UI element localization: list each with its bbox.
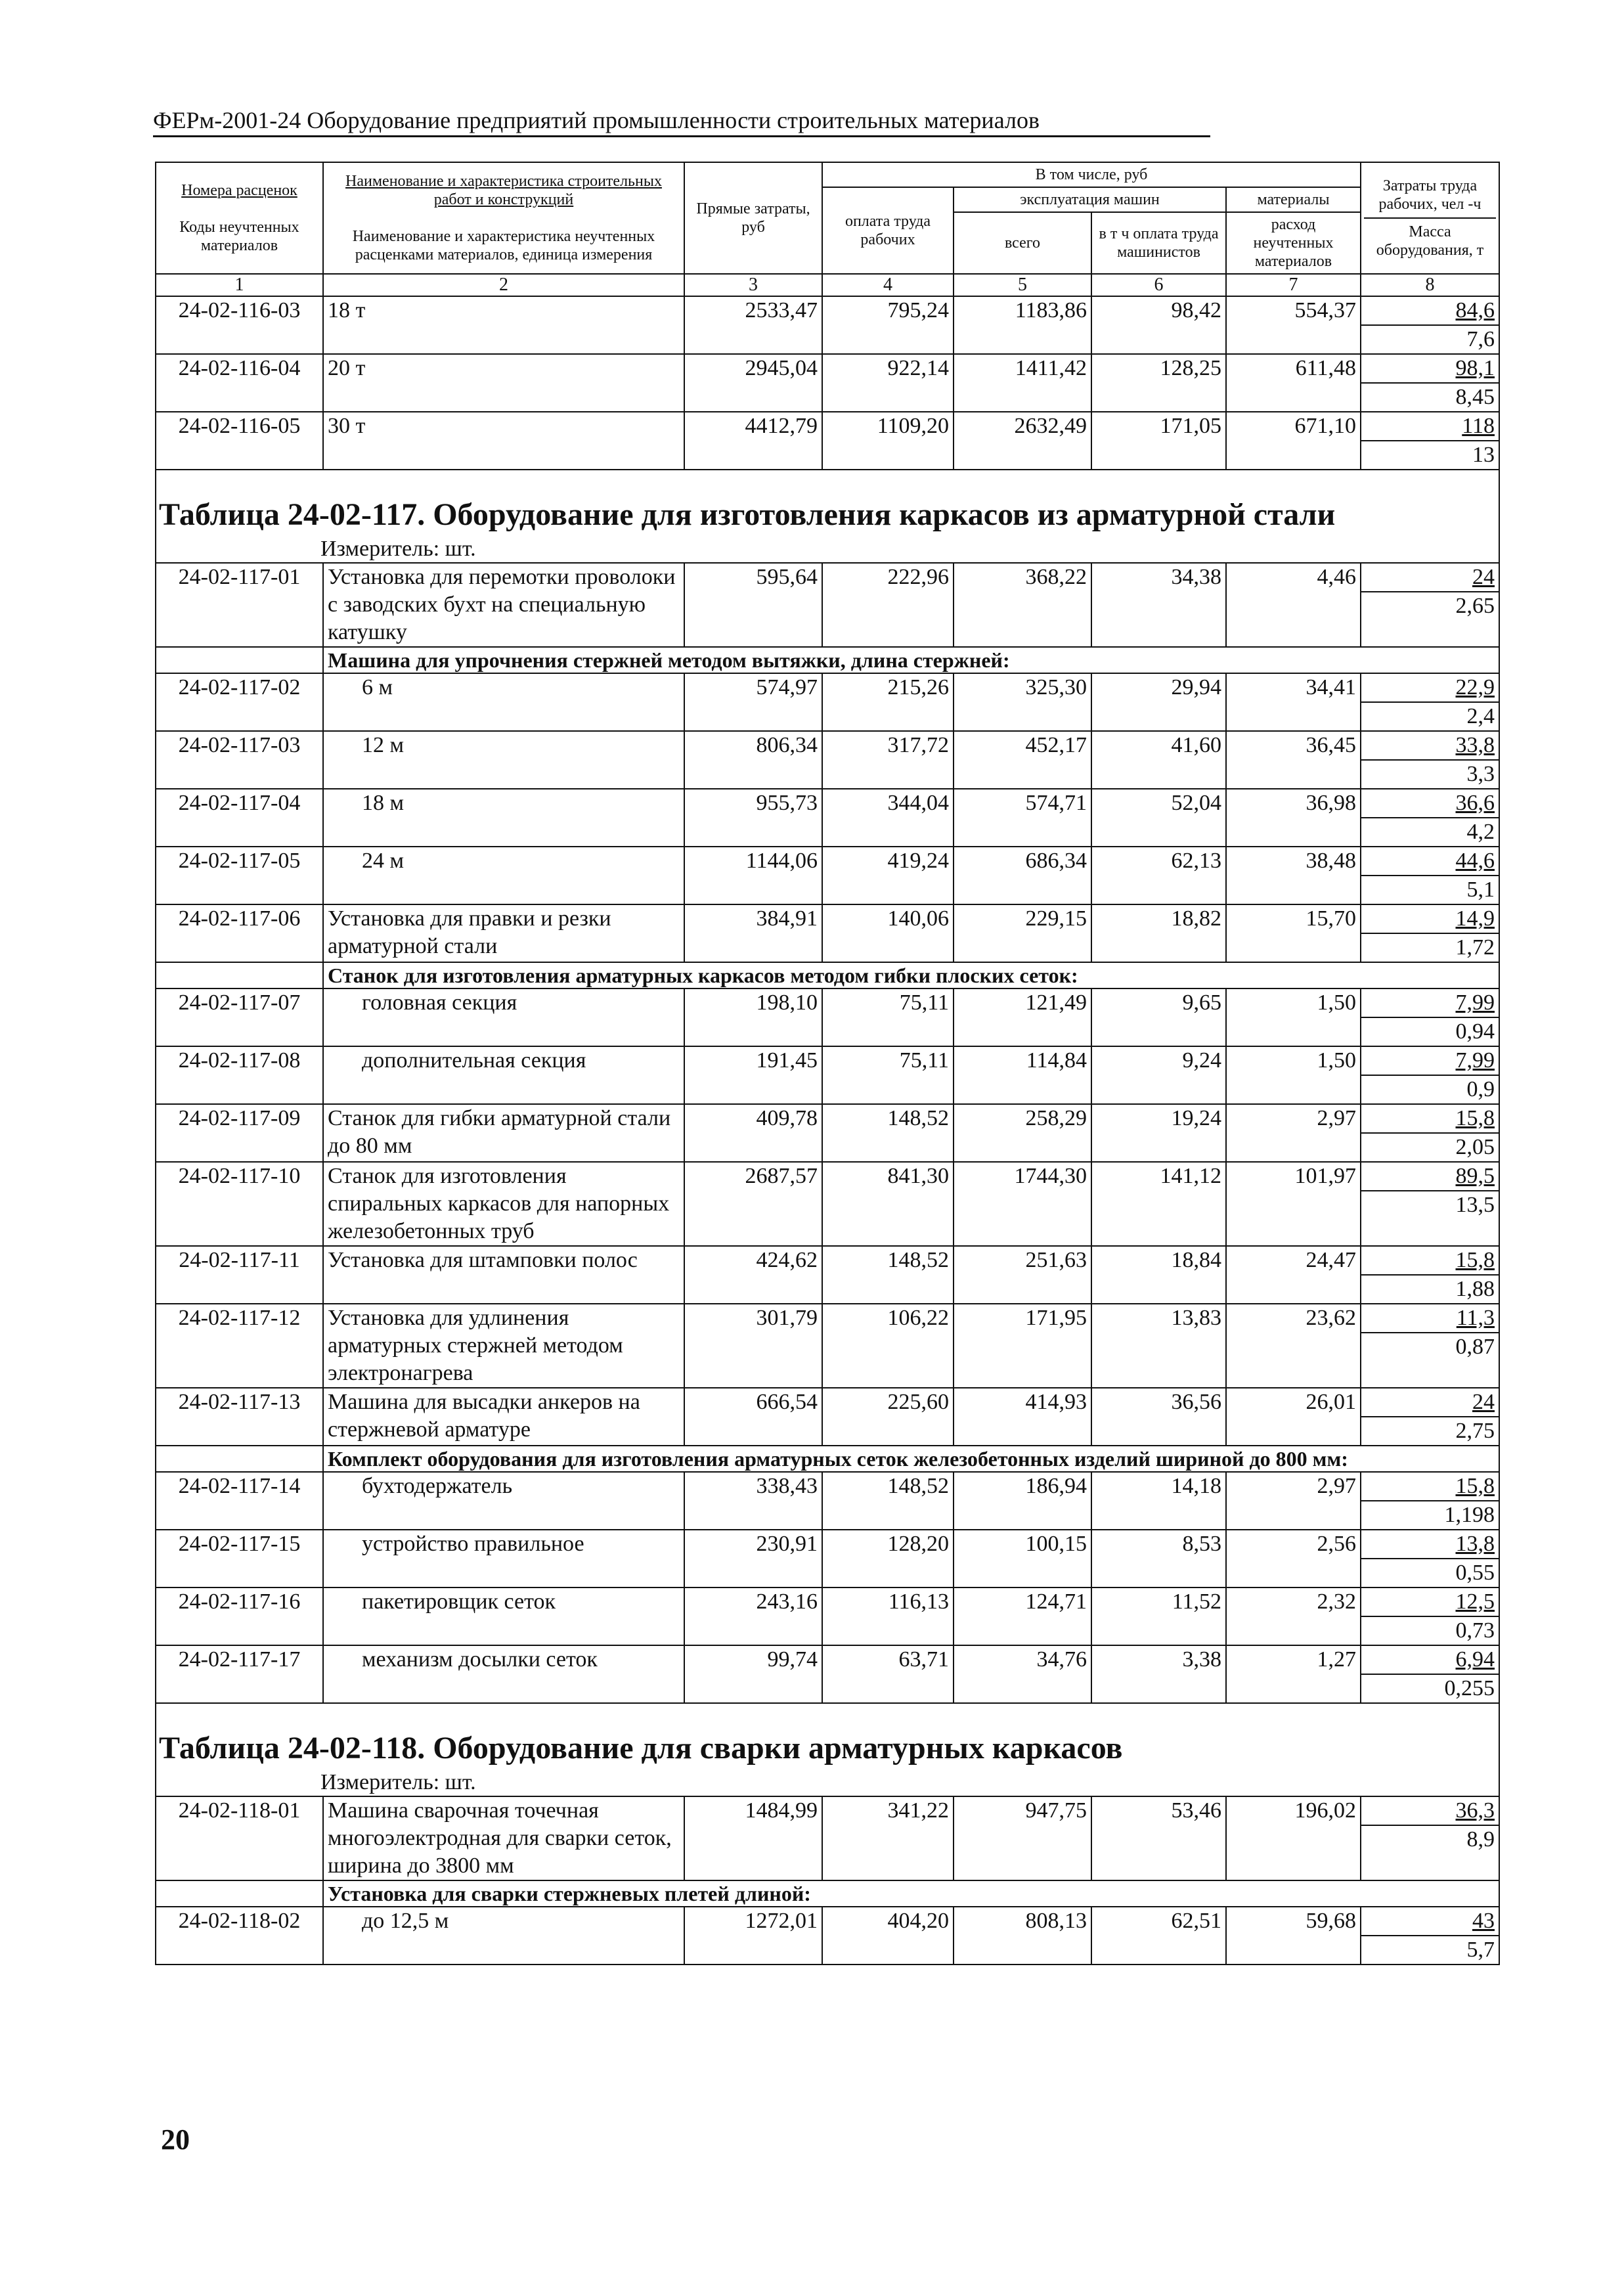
row-name: головная секция bbox=[323, 988, 684, 1046]
header-names: Наименование и характеристика строительных работ и конструкций Наименование и характеристика неучтенных расценками материалов, единица измерения bbox=[323, 162, 684, 274]
row-labor-mass bbox=[1361, 988, 1499, 1046]
row-labor-mass bbox=[1361, 412, 1499, 470]
mass-value: 2,65 bbox=[1361, 591, 1499, 620]
labor-value: 24 bbox=[1472, 1390, 1495, 1414]
row-value-c5: 121,49 bbox=[954, 988, 1091, 1046]
row-value-c7: 101,97 bbox=[1226, 1162, 1361, 1246]
labor-value: 33,8 bbox=[1455, 733, 1495, 757]
row-value-c3: 1144,06 bbox=[684, 847, 822, 904]
table-row bbox=[156, 1246, 1499, 1304]
row-name: Установка для правки и резки арматурной стали bbox=[323, 904, 684, 962]
row-name: 24 м bbox=[323, 847, 684, 904]
group-label: Машина для упрочнения стержней методом вытяжки, длина стержней: bbox=[323, 647, 1499, 673]
row-value-c4: 225,60 bbox=[822, 1388, 954, 1446]
row-value-c5: 186,94 bbox=[954, 1472, 1091, 1530]
row-value-c6: 19,24 bbox=[1091, 1104, 1226, 1162]
row-value-c7: 15,70 bbox=[1226, 904, 1361, 962]
header-labor: Затраты труда рабочих, чел -ч Масса оборудования, т bbox=[1361, 162, 1499, 274]
labor-value: 89,5 bbox=[1455, 1164, 1495, 1188]
labor-value: 13,8 bbox=[1455, 1532, 1495, 1556]
row-labor-mass bbox=[1361, 1046, 1499, 1104]
row-value-c5: 808,13 bbox=[954, 1907, 1091, 1965]
table-row bbox=[156, 1046, 1499, 1104]
row-name: 18 т bbox=[323, 296, 684, 354]
row-value-c6: 141,12 bbox=[1091, 1162, 1226, 1246]
group-label: Комплект оборудования для изготовления арматурных сеток железобетонных изделий шириной до 800 мм: bbox=[323, 1446, 1499, 1472]
row-value-c7: 196,02 bbox=[1226, 1796, 1361, 1880]
row-value-c6: 14,18 bbox=[1091, 1472, 1226, 1530]
row-value-c4: 75,11 bbox=[822, 988, 954, 1046]
row-value-c5: 414,93 bbox=[954, 1388, 1091, 1446]
row-value-c3: 99,74 bbox=[684, 1645, 822, 1703]
row-value-c3: 806,34 bbox=[684, 731, 822, 789]
row-value-c4: 922,14 bbox=[822, 354, 954, 412]
labor-value: 98,1 bbox=[1455, 356, 1495, 380]
table-body bbox=[156, 296, 1499, 1965]
row-value-c5: 124,71 bbox=[954, 1588, 1091, 1645]
row-value-c3: 955,73 bbox=[684, 789, 822, 847]
row-code: 24-02-117-05 bbox=[156, 847, 323, 904]
row-value-c6: 36,56 bbox=[1091, 1388, 1226, 1446]
row-labor-mass bbox=[1361, 904, 1499, 962]
row-value-c6: 128,25 bbox=[1091, 354, 1226, 412]
row-name: Установка для удлинения арматурных стержней методом электронагрева bbox=[323, 1304, 684, 1388]
header-including: В том числе, руб bbox=[822, 162, 1361, 187]
row-value-c7: 671,10 bbox=[1226, 412, 1361, 470]
header-direct-costs: Прямые затраты, руб bbox=[684, 162, 822, 274]
table-row bbox=[156, 563, 1499, 647]
row-value-c7: 1,50 bbox=[1226, 988, 1361, 1046]
row-value-c3: 2533,47 bbox=[684, 296, 822, 354]
table-row bbox=[156, 789, 1499, 847]
row-name: 12 м bbox=[323, 731, 684, 789]
row-labor-mass bbox=[1361, 1246, 1499, 1304]
table-row bbox=[156, 1588, 1499, 1645]
group-code-cell bbox=[156, 962, 323, 988]
meter-117-cell: Измеритель: шт. bbox=[156, 536, 1499, 563]
group-117-3 bbox=[156, 1446, 1499, 1472]
row-labor-mass bbox=[1361, 1530, 1499, 1588]
row-value-c5: 1744,30 bbox=[954, 1162, 1091, 1246]
header-codes: Номера расценок Коды неучтенных материалов bbox=[156, 162, 323, 274]
row-value-c6: 34,38 bbox=[1091, 563, 1226, 647]
row-labor-mass bbox=[1361, 1388, 1499, 1446]
row-value-c7: 24,47 bbox=[1226, 1246, 1361, 1304]
row-name: 18 м bbox=[323, 789, 684, 847]
table-row bbox=[156, 988, 1499, 1046]
row-name: Установка для перемотки проволоки с заводских бухт на специальную катушку bbox=[323, 563, 684, 647]
row-value-c5: 251,63 bbox=[954, 1246, 1091, 1304]
row-value-c3: 4412,79 bbox=[684, 412, 822, 470]
labor-value: 36,6 bbox=[1455, 791, 1495, 815]
table-row bbox=[156, 1304, 1499, 1388]
row-value-c3: 2945,04 bbox=[684, 354, 822, 412]
row-value-c4: 116,13 bbox=[822, 1588, 954, 1645]
row-value-c7: 38,48 bbox=[1226, 847, 1361, 904]
row-name: бухтодержатель bbox=[323, 1472, 684, 1530]
row-name: Станок для изготовления спиральных каркасов для напорных железобетонных труб bbox=[323, 1162, 684, 1246]
row-labor-mass bbox=[1361, 296, 1499, 354]
mass-value: 0,9 bbox=[1361, 1075, 1499, 1103]
row-code: 24-02-117-13 bbox=[156, 1388, 323, 1446]
row-name: механизм досылки сеток bbox=[323, 1645, 684, 1703]
row-name: дополнительная секция bbox=[323, 1046, 684, 1104]
row-value-c7: 36,45 bbox=[1226, 731, 1361, 789]
table-row bbox=[156, 1530, 1499, 1588]
mass-value: 13 bbox=[1361, 440, 1499, 469]
group-118-1 bbox=[156, 1880, 1499, 1907]
row-value-c5: 452,17 bbox=[954, 731, 1091, 789]
group-117-2 bbox=[156, 962, 1499, 988]
row-code: 24-02-117-08 bbox=[156, 1046, 323, 1104]
table-title-117-cell: Таблица 24-02-117. Оборудование для изготовления каркасов из арматурной стали bbox=[156, 470, 1499, 536]
row-value-c6: 98,42 bbox=[1091, 296, 1226, 354]
row-value-c7: 34,41 bbox=[1226, 673, 1361, 731]
row-name: пакетировщик сеток bbox=[323, 1588, 684, 1645]
row-code: 24-02-118-02 bbox=[156, 1907, 323, 1965]
row-code: 24-02-117-02 bbox=[156, 673, 323, 731]
row-code: 24-02-117-11 bbox=[156, 1246, 323, 1304]
row-value-c6: 18,82 bbox=[1091, 904, 1226, 962]
table-row bbox=[156, 847, 1499, 904]
row-value-c7: 4,46 bbox=[1226, 563, 1361, 647]
mass-value: 5,1 bbox=[1361, 875, 1499, 904]
row-value-c6: 3,38 bbox=[1091, 1645, 1226, 1703]
row-value-c5: 368,22 bbox=[954, 563, 1091, 647]
row-value-c7: 2,97 bbox=[1226, 1104, 1361, 1162]
labor-value: 15,8 bbox=[1455, 1248, 1495, 1272]
row-value-c7: 2,56 bbox=[1226, 1530, 1361, 1588]
labor-value: 84,6 bbox=[1455, 298, 1495, 322]
row-code: 24-02-117-01 bbox=[156, 563, 323, 647]
row-value-c3: 1484,99 bbox=[684, 1796, 822, 1880]
row-value-c5: 171,95 bbox=[954, 1304, 1091, 1388]
page-number: 20 bbox=[161, 2123, 190, 2156]
group-code-cell bbox=[156, 1446, 323, 1472]
group-117-1 bbox=[156, 647, 1499, 673]
rates-table bbox=[155, 162, 1500, 1965]
mass-value: 8,45 bbox=[1361, 382, 1499, 411]
row-labor-mass bbox=[1361, 673, 1499, 731]
column-number: 5 bbox=[954, 274, 1091, 296]
row-value-c5: 114,84 bbox=[954, 1046, 1091, 1104]
mass-value: 2,4 bbox=[1361, 701, 1499, 730]
row-value-c3: 424,62 bbox=[684, 1246, 822, 1304]
group-code-cell bbox=[156, 647, 323, 673]
row-value-c7: 1,27 bbox=[1226, 1645, 1361, 1703]
table-title-117 bbox=[156, 470, 1499, 536]
row-name: Станок для гибки арматурной стали до 80 мм bbox=[323, 1104, 684, 1162]
row-value-c3: 384,91 bbox=[684, 904, 822, 962]
table-row bbox=[156, 412, 1499, 470]
labor-value: 44,6 bbox=[1455, 849, 1495, 873]
running-head: ФЕРм-2001-24 Оборудование предприятий промышленности строительных материалов bbox=[153, 106, 1210, 137]
row-value-c4: 128,20 bbox=[822, 1530, 954, 1588]
row-labor-mass bbox=[1361, 789, 1499, 847]
table-row bbox=[156, 1388, 1499, 1446]
row-value-c3: 191,45 bbox=[684, 1046, 822, 1104]
meter-118 bbox=[156, 1769, 1499, 1796]
labor-value: 15,8 bbox=[1455, 1474, 1495, 1498]
row-name: 6 м bbox=[323, 673, 684, 731]
table-row bbox=[156, 1472, 1499, 1530]
table-header bbox=[156, 162, 1499, 296]
row-value-c3: 243,16 bbox=[684, 1588, 822, 1645]
row-labor-mass bbox=[1361, 1104, 1499, 1162]
row-labor-mass bbox=[1361, 354, 1499, 412]
row-value-c4: 419,24 bbox=[822, 847, 954, 904]
row-value-c3: 1272,01 bbox=[684, 1907, 822, 1965]
row-value-c4: 344,04 bbox=[822, 789, 954, 847]
labor-value: 118 bbox=[1462, 414, 1495, 438]
row-value-c4: 317,72 bbox=[822, 731, 954, 789]
row-value-c6: 52,04 bbox=[1091, 789, 1226, 847]
row-code: 24-02-117-06 bbox=[156, 904, 323, 962]
row-value-c3: 595,64 bbox=[684, 563, 822, 647]
row-value-c5: 325,30 bbox=[954, 673, 1091, 731]
row-value-c7: 23,62 bbox=[1226, 1304, 1361, 1388]
column-number: 4 bbox=[822, 274, 954, 296]
labor-value: 11,3 bbox=[1456, 1306, 1495, 1330]
row-value-c3: 574,97 bbox=[684, 673, 822, 731]
meter-117 bbox=[156, 536, 1499, 563]
row-value-c7: 36,98 bbox=[1226, 789, 1361, 847]
row-value-c6: 62,13 bbox=[1091, 847, 1226, 904]
row-value-c4: 841,30 bbox=[822, 1162, 954, 1246]
row-name: Установка для штамповки полос bbox=[323, 1246, 684, 1304]
column-number: 8 bbox=[1361, 274, 1499, 296]
row-value-c3: 2687,57 bbox=[684, 1162, 822, 1246]
labor-value: 43 bbox=[1472, 1909, 1495, 1933]
group-code-cell bbox=[156, 1880, 323, 1907]
row-value-c5: 100,15 bbox=[954, 1530, 1091, 1588]
row-value-c4: 148,52 bbox=[822, 1246, 954, 1304]
labor-value: 24 bbox=[1472, 565, 1495, 589]
row-code: 24-02-117-15 bbox=[156, 1530, 323, 1588]
row-value-c5: 947,75 bbox=[954, 1796, 1091, 1880]
row-value-c4: 148,52 bbox=[822, 1104, 954, 1162]
mass-value: 0,255 bbox=[1361, 1674, 1499, 1702]
labor-value: 14,9 bbox=[1455, 906, 1495, 931]
row-value-c6: 62,51 bbox=[1091, 1907, 1226, 1965]
mass-value: 5,7 bbox=[1361, 1935, 1499, 1964]
row-value-c4: 1109,20 bbox=[822, 412, 954, 470]
row-code: 24-02-116-03 bbox=[156, 296, 323, 354]
row-labor-mass bbox=[1361, 1907, 1499, 1965]
row-code: 24-02-117-04 bbox=[156, 789, 323, 847]
mass-value: 0,94 bbox=[1361, 1017, 1499, 1046]
row-code: 24-02-117-16 bbox=[156, 1588, 323, 1645]
row-value-c5: 1183,86 bbox=[954, 296, 1091, 354]
row-value-c4: 215,26 bbox=[822, 673, 954, 731]
row-labor-mass bbox=[1361, 847, 1499, 904]
row-value-c3: 301,79 bbox=[684, 1304, 822, 1388]
row-code: 24-02-117-03 bbox=[156, 731, 323, 789]
row-code: 24-02-117-14 bbox=[156, 1472, 323, 1530]
column-number: 1 bbox=[156, 274, 323, 296]
row-code: 24-02-116-04 bbox=[156, 354, 323, 412]
row-value-c6: 8,53 bbox=[1091, 1530, 1226, 1588]
table-row bbox=[156, 1162, 1499, 1246]
labor-value: 6,94 bbox=[1455, 1647, 1495, 1672]
table-row bbox=[156, 1104, 1499, 1162]
row-labor-mass bbox=[1361, 1588, 1499, 1645]
row-value-c3: 198,10 bbox=[684, 988, 822, 1046]
header-machines: эксплуатация машин bbox=[954, 187, 1226, 212]
row-code: 24-02-116-05 bbox=[156, 412, 323, 470]
row-code: 24-02-117-07 bbox=[156, 988, 323, 1046]
row-value-c7: 1,50 bbox=[1226, 1046, 1361, 1104]
row-name: устройство правильное bbox=[323, 1530, 684, 1588]
row-labor-mass bbox=[1361, 563, 1499, 647]
row-value-c6: 53,46 bbox=[1091, 1796, 1226, 1880]
row-labor-mass bbox=[1361, 1162, 1499, 1246]
column-numbers-row bbox=[156, 274, 1499, 296]
row-labor-mass bbox=[1361, 1472, 1499, 1530]
row-value-c6: 41,60 bbox=[1091, 731, 1226, 789]
header-machinist-wages: в т ч оплата труда машинистов bbox=[1091, 212, 1226, 274]
row-value-c3: 409,78 bbox=[684, 1104, 822, 1162]
table-row bbox=[156, 1796, 1499, 1880]
row-value-c7: 2,32 bbox=[1226, 1588, 1361, 1645]
table-row bbox=[156, 1907, 1499, 1965]
row-value-c5: 574,71 bbox=[954, 789, 1091, 847]
row-value-c6: 13,83 bbox=[1091, 1304, 1226, 1388]
labor-value: 15,8 bbox=[1455, 1106, 1495, 1130]
row-code: 24-02-117-17 bbox=[156, 1645, 323, 1703]
row-value-c5: 1411,42 bbox=[954, 354, 1091, 412]
mass-value: 0,87 bbox=[1361, 1332, 1499, 1361]
mass-value: 1,88 bbox=[1361, 1274, 1499, 1303]
mass-value: 2,05 bbox=[1361, 1132, 1499, 1161]
row-name: до 12,5 м bbox=[323, 1907, 684, 1965]
table-row bbox=[156, 296, 1499, 354]
row-code: 24-02-117-10 bbox=[156, 1162, 323, 1246]
row-value-c4: 106,22 bbox=[822, 1304, 954, 1388]
row-value-c6: 11,52 bbox=[1091, 1588, 1226, 1645]
row-value-c4: 341,22 bbox=[822, 1796, 954, 1880]
row-value-c5: 258,29 bbox=[954, 1104, 1091, 1162]
row-name: 20 т bbox=[323, 354, 684, 412]
mass-value: 3,3 bbox=[1361, 759, 1499, 788]
row-value-c7: 2,97 bbox=[1226, 1472, 1361, 1530]
table-title-118-cell: Таблица 24-02-118. Оборудование для сварки арматурных каркасов bbox=[156, 1703, 1499, 1769]
column-number: 6 bbox=[1091, 274, 1226, 296]
row-labor-mass bbox=[1361, 1304, 1499, 1388]
row-value-c5: 34,76 bbox=[954, 1645, 1091, 1703]
row-value-c6: 18,84 bbox=[1091, 1246, 1226, 1304]
labor-value: 22,9 bbox=[1455, 675, 1495, 699]
mass-value: 13,5 bbox=[1361, 1190, 1499, 1219]
labor-value: 12,5 bbox=[1455, 1589, 1495, 1614]
column-number: 7 bbox=[1226, 274, 1361, 296]
row-name: Машина для высадки анкеров на стержневой арматуре bbox=[323, 1388, 684, 1446]
labor-value: 36,3 bbox=[1455, 1798, 1495, 1823]
column-number: 2 bbox=[323, 274, 684, 296]
row-value-c5: 686,34 bbox=[954, 847, 1091, 904]
row-code: 24-02-118-01 bbox=[156, 1796, 323, 1880]
table-row bbox=[156, 673, 1499, 731]
mass-value: 1,198 bbox=[1361, 1500, 1499, 1529]
table-row bbox=[156, 1645, 1499, 1703]
row-name: Машина сварочная точечная многоэлектродная для сварки сеток, ширина до 3800 мм bbox=[323, 1796, 684, 1880]
group-label: Установка для сварки стержневых плетей длиной: bbox=[323, 1880, 1499, 1907]
header-materials: материалы bbox=[1226, 187, 1361, 212]
row-value-c4: 75,11 bbox=[822, 1046, 954, 1104]
row-value-c6: 171,05 bbox=[1091, 412, 1226, 470]
row-value-c4: 222,96 bbox=[822, 563, 954, 647]
row-value-c5: 2632,49 bbox=[954, 412, 1091, 470]
row-value-c3: 338,43 bbox=[684, 1472, 822, 1530]
header-machines-total: всего bbox=[954, 212, 1091, 274]
row-value-c7: 611,48 bbox=[1226, 354, 1361, 412]
header-wages: оплата труда рабочих bbox=[822, 187, 954, 274]
group-label: Станок для изготовления арматурных каркасов методом гибки плоских сеток: bbox=[323, 962, 1499, 988]
row-value-c4: 63,71 bbox=[822, 1645, 954, 1703]
row-labor-mass bbox=[1361, 1645, 1499, 1703]
mass-value: 8,9 bbox=[1361, 1825, 1499, 1854]
row-value-c5: 229,15 bbox=[954, 904, 1091, 962]
mass-value: 1,72 bbox=[1361, 933, 1499, 962]
row-value-c4: 148,52 bbox=[822, 1472, 954, 1530]
row-value-c6: 9,24 bbox=[1091, 1046, 1226, 1104]
row-labor-mass bbox=[1361, 1796, 1499, 1880]
table-title-118 bbox=[156, 1703, 1499, 1769]
row-value-c3: 230,91 bbox=[684, 1530, 822, 1588]
row-value-c3: 666,54 bbox=[684, 1388, 822, 1446]
row-value-c6: 29,94 bbox=[1091, 673, 1226, 731]
row-value-c6: 9,65 bbox=[1091, 988, 1226, 1046]
row-labor-mass bbox=[1361, 731, 1499, 789]
row-value-c4: 795,24 bbox=[822, 296, 954, 354]
labor-value: 7,99 bbox=[1455, 990, 1495, 1015]
table-row bbox=[156, 904, 1499, 962]
mass-value: 2,75 bbox=[1361, 1416, 1499, 1445]
mass-value: 0,73 bbox=[1361, 1616, 1499, 1645]
mass-value: 0,55 bbox=[1361, 1558, 1499, 1587]
table-row bbox=[156, 354, 1499, 412]
row-value-c7: 26,01 bbox=[1226, 1388, 1361, 1446]
row-value-c4: 140,06 bbox=[822, 904, 954, 962]
row-name: 30 т bbox=[323, 412, 684, 470]
mass-value: 7,6 bbox=[1361, 324, 1499, 353]
row-code: 24-02-117-09 bbox=[156, 1104, 323, 1162]
meter-118-cell: Измеритель: шт. bbox=[156, 1769, 1499, 1796]
table-row bbox=[156, 731, 1499, 789]
header-materials-use: расход неучтенных материалов bbox=[1226, 212, 1361, 274]
column-number: 3 bbox=[684, 274, 822, 296]
row-value-c4: 404,20 bbox=[822, 1907, 954, 1965]
labor-value: 7,99 bbox=[1455, 1048, 1495, 1073]
row-value-c7: 59,68 bbox=[1226, 1907, 1361, 1965]
mass-value: 4,2 bbox=[1361, 817, 1499, 846]
row-value-c7: 554,37 bbox=[1226, 296, 1361, 354]
row-code: 24-02-117-12 bbox=[156, 1304, 323, 1388]
